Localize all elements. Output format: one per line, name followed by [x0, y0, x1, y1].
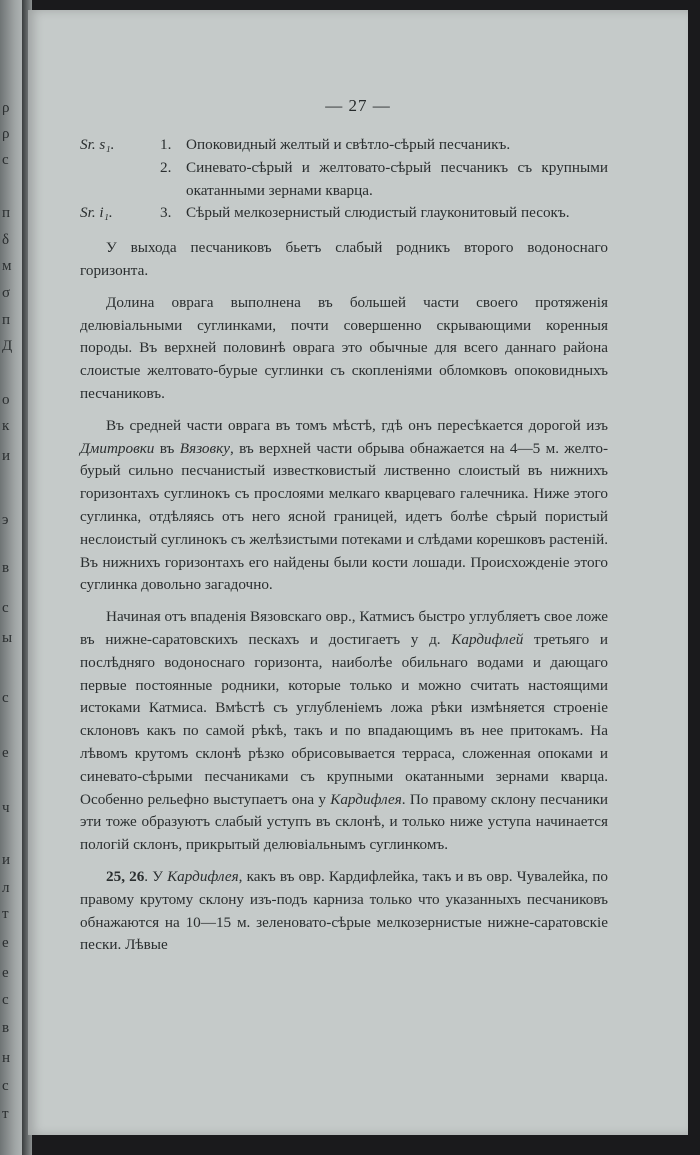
- facing-page-fragment: п: [2, 205, 11, 221]
- list-number: 1.: [160, 136, 172, 153]
- section-number: 25, 26: [106, 867, 145, 885]
- paragraph-text: третьяго и послѣдняго водоноснаго горизонта, наиболѣе обильнаго водами и дающаго первые постоянные родники, которые только и можно считать настоящими истоками Катмиса. Вмѣстѣ съ углубленіемъ ложа рѣки измѣняется строеніе склоновъ какъ по самой рѣкѣ, такъ и по впадающимъ въ нее притокамъ. На лѣвомъ крутомъ склонѣ рѣзко обрисовывается терраса, сложенная опоками и синевато-сѣрыми песчаниками съ крупными окатанными зернами кварца. Особенно рельефно выступаетъ она у: [80, 630, 609, 808]
- facing-page-fragment: в: [2, 560, 10, 576]
- facing-page-fragment: т: [2, 906, 9, 922]
- stratigraphy-list: [80, 134, 608, 225]
- paragraph: [80, 606, 608, 857]
- facing-page-fragment: δ: [2, 232, 10, 248]
- list-text: Сѣрый мелкозернистый слюдистый глауконитовый песокъ.: [186, 204, 570, 222]
- place-name: Кардифлея: [330, 790, 402, 808]
- paragraph-text: , какъ въ овр. Кардифлейка, такъ и въ овр. Чувалейка, по правому крутому склону изъ-подъ карниза только что указанныхъ песчаниковъ обнажаются на 10—15 м. зеленовато-сѣрые мелкозернистые нижне-саратовскіе пески. Лѣвые: [80, 867, 608, 954]
- paragraph: У выхода песчаниковъ бьетъ слабый родникъ второго водоноснаго горизонта.: [80, 239, 608, 279]
- list-item: [80, 202, 608, 225]
- paragraph-text: , въ верхней части обрыва обнажается на 4—5 м. желто-бурый сильно песчанистый известковистый лиственно слоистый въ нижнихъ горизонтахъ суглинокъ съ прослоями мелкаго кварцеваго галечника. Ниже этого суглинка, отдѣляясь отъ него ясной границей, идетъ болѣе сѣрый пористый неслоистый суглинокъ съ желѣзистыми потеками и слѣдами корешковъ растеній. Въ нижнихъ горизонтахъ его найдены были кости лошади. Происхожденіе этого суглинка довольно загадочно.: [80, 439, 608, 594]
- facing-page-fragment: с: [2, 992, 9, 1008]
- facing-page-fragment: н: [2, 1050, 11, 1066]
- place-name: Дмитровки: [80, 439, 155, 457]
- paragraph-text: Въ средней части оврага въ томъ мѣстѣ, гдѣ онъ пересѣкается дорогой изъ: [106, 416, 608, 434]
- paragraph: [80, 866, 608, 957]
- facing-page-fragment: σ: [2, 285, 11, 301]
- facing-page-fragment: и: [2, 852, 11, 868]
- paragraph-text: . По правому склону песчаники эти тоже образуютъ слабый уступъ въ склонѣ, и только ниже уступа начинается пологій склонъ, прикрытый делювіальнымъ суглинкомъ.: [80, 790, 608, 854]
- paragraph: Долина оврага выполнена въ большей части своего протяженія делювіальными суглинками, почти совершенно скрывающими коренныя породы. Въ верхней половинѣ оврага это обычные для всего даннаго района слоистые желтовато-бурые суглинки съ скопленіями обломковъ опоковидныхъ песчаниковъ.: [80, 293, 608, 402]
- book-page: [28, 10, 688, 1135]
- list-item: [80, 134, 608, 157]
- list-number: 2.: [160, 158, 172, 176]
- layer-index-label: Sr. i₁.: [80, 204, 113, 222]
- facing-page-fragment: с: [2, 690, 9, 706]
- paragraph-text: въ: [154, 439, 180, 457]
- list-item: [80, 157, 608, 203]
- paragraph-text: Начиная отъ впаденія Вязовскаго овр., Катмисъ быстро углубляетъ свое ложе въ нижне-саратовскихъ пескахъ и достигаетъ у д.: [80, 608, 608, 648]
- facing-page-fragment: м: [2, 258, 12, 274]
- facing-page-fragment: ы: [2, 630, 13, 646]
- page-number: — 27 —: [325, 96, 391, 115]
- facing-page-fragment: с: [2, 1078, 9, 1094]
- list-text: Синевато-сѣрый и желтовато-сѣрый песчаникъ съ крупными окатанными зернами кварца.: [186, 158, 608, 199]
- facing-page-fragment: с: [2, 600, 9, 616]
- page-body: [80, 134, 608, 957]
- facing-page-fragment: Д: [2, 338, 13, 354]
- facing-page-fragment: ч: [2, 800, 10, 816]
- list-number: 3.: [160, 204, 172, 222]
- facing-page-fragment: л: [2, 880, 10, 896]
- facing-page-fragment: и: [2, 448, 11, 464]
- layer-index-label: Sr. s₁.: [80, 136, 115, 153]
- facing-page-fragment: т: [2, 1106, 9, 1122]
- place-name: Вязовку: [179, 439, 230, 457]
- facing-page-fragment: э: [2, 512, 9, 528]
- facing-page-fragment: ρ: [2, 100, 10, 116]
- facing-page-fragment: к: [2, 418, 10, 434]
- facing-page-fragment: о: [2, 392, 10, 408]
- paragraph: [80, 415, 608, 597]
- facing-page-fragment: с: [2, 152, 9, 168]
- facing-page-fragment: ρ: [2, 126, 10, 142]
- facing-page-fragment: п: [2, 312, 11, 328]
- place-name: Кардифлея: [167, 867, 239, 885]
- paragraph-text: . У: [144, 867, 168, 885]
- list-text: Опоковидный желтый и свѣтло-сѣрый песчаникъ.: [186, 136, 511, 153]
- facing-page-fragment: е: [2, 745, 9, 761]
- facing-page-fragment: в: [2, 1020, 10, 1036]
- facing-page-fragment: е: [2, 965, 9, 981]
- facing-page-fragment: е: [2, 935, 9, 951]
- place-name: Кардифлей: [451, 630, 524, 648]
